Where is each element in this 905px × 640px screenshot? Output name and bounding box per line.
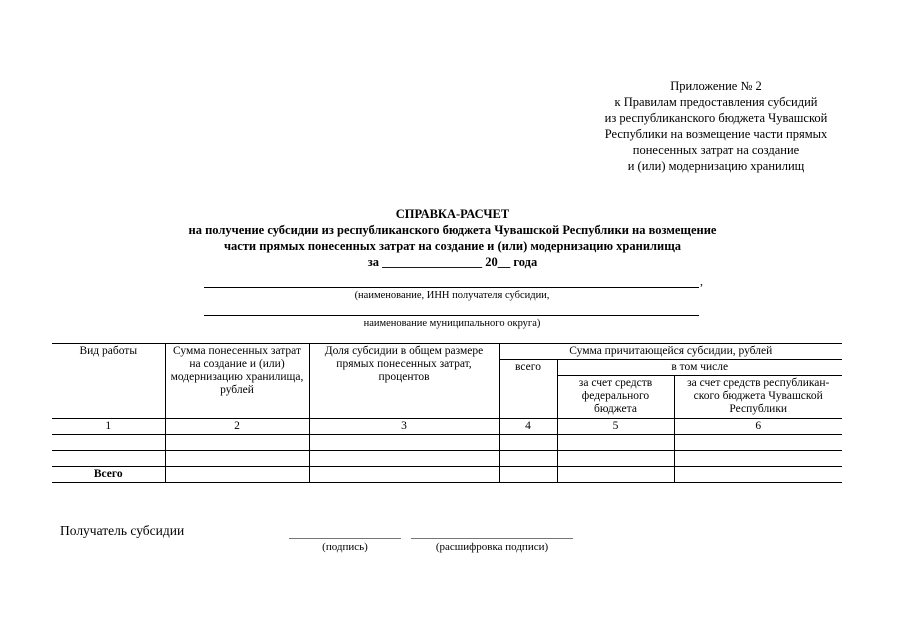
table-header-row	[52, 344, 842, 360]
table-cell	[52, 435, 165, 451]
header-sum-costs: Сумма понесенных затрат на создание и (или) модернизацию хранилища, рублей	[165, 344, 309, 419]
signature-caption: (подпись)	[322, 541, 368, 553]
table-cell	[499, 467, 557, 483]
appendix-line: и (или) модернизацию хранилищ	[627, 159, 805, 173]
recipient-signature-label: Получатель субсидии	[60, 523, 185, 538]
table-cell	[499, 435, 557, 451]
header-including: в том числе	[557, 360, 842, 376]
recipient-caption-2: наименование муниципального округа)	[363, 318, 541, 329]
table-cell	[52, 451, 165, 467]
document-title	[100, 206, 805, 270]
recipient-name-line	[204, 287, 699, 288]
table-cell	[674, 451, 842, 467]
appendix-line: из республиканского бюджета Чувашской	[604, 111, 828, 125]
table-cell	[165, 435, 309, 451]
table-total-row	[52, 467, 842, 483]
header-total: всего	[499, 360, 557, 419]
table-cell	[309, 451, 499, 467]
recipient-caption-1: (наименование, ИНН получателя субсидии,	[354, 290, 550, 301]
appendix-line: Республики на возмещение части прямых	[604, 127, 828, 141]
table-cell	[557, 451, 674, 467]
total-label: Всего	[52, 467, 165, 483]
table-cell	[557, 467, 674, 483]
header-republic: за счет средств республикан-ского бюджета Чувашской Республики	[674, 376, 842, 419]
appendix-line: к Правилам предоставления субсидий	[614, 95, 818, 109]
header-work-type: Вид работы	[52, 344, 165, 419]
column-number: 2	[165, 419, 309, 435]
municipality-line	[204, 315, 699, 316]
table-row	[52, 419, 842, 435]
title-line-2: части прямых понесенных затрат на создание и (или) модернизацию хранилища	[223, 239, 682, 253]
table-cell	[165, 467, 309, 483]
table-row	[52, 451, 842, 467]
table-cell	[309, 467, 499, 483]
title-line-1: на получение субсидии из республиканского бюджета Чувашской Республики на возмещение	[188, 223, 717, 237]
signature-line	[289, 538, 401, 539]
column-number: 6	[674, 419, 842, 435]
table-cell	[165, 451, 309, 467]
appendix-line: Приложение № 2	[670, 79, 762, 93]
table-cell	[674, 435, 842, 451]
recipient-comma: ,	[700, 274, 703, 288]
signature-decode-caption: (расшифровка подписи)	[435, 541, 549, 553]
header-share: Доля субсидии в общем размере прямых понесенных затрат, процентов	[309, 344, 499, 419]
subsidy-table	[52, 343, 842, 483]
table-cell	[674, 467, 842, 483]
table-row	[52, 435, 842, 451]
header-federal: за счет средств федерального бюджета	[557, 376, 674, 419]
table-cell	[309, 435, 499, 451]
table-cell	[557, 435, 674, 451]
column-number: 3	[309, 419, 499, 435]
column-number: 1	[52, 419, 165, 435]
table-cell	[499, 451, 557, 467]
header-subsidy-due: Сумма причитающейся субсидии, рублей	[499, 344, 842, 360]
column-number: 5	[557, 419, 674, 435]
column-number: 4	[499, 419, 557, 435]
signature-decode-line	[411, 538, 573, 539]
appendix-block	[578, 78, 854, 174]
appendix-line: понесенных затрат на создание	[632, 143, 800, 157]
title-period: за ________________ 20__ года	[367, 255, 538, 269]
title-heading: СПРАВКА-РАСЧЕТ	[395, 207, 510, 221]
